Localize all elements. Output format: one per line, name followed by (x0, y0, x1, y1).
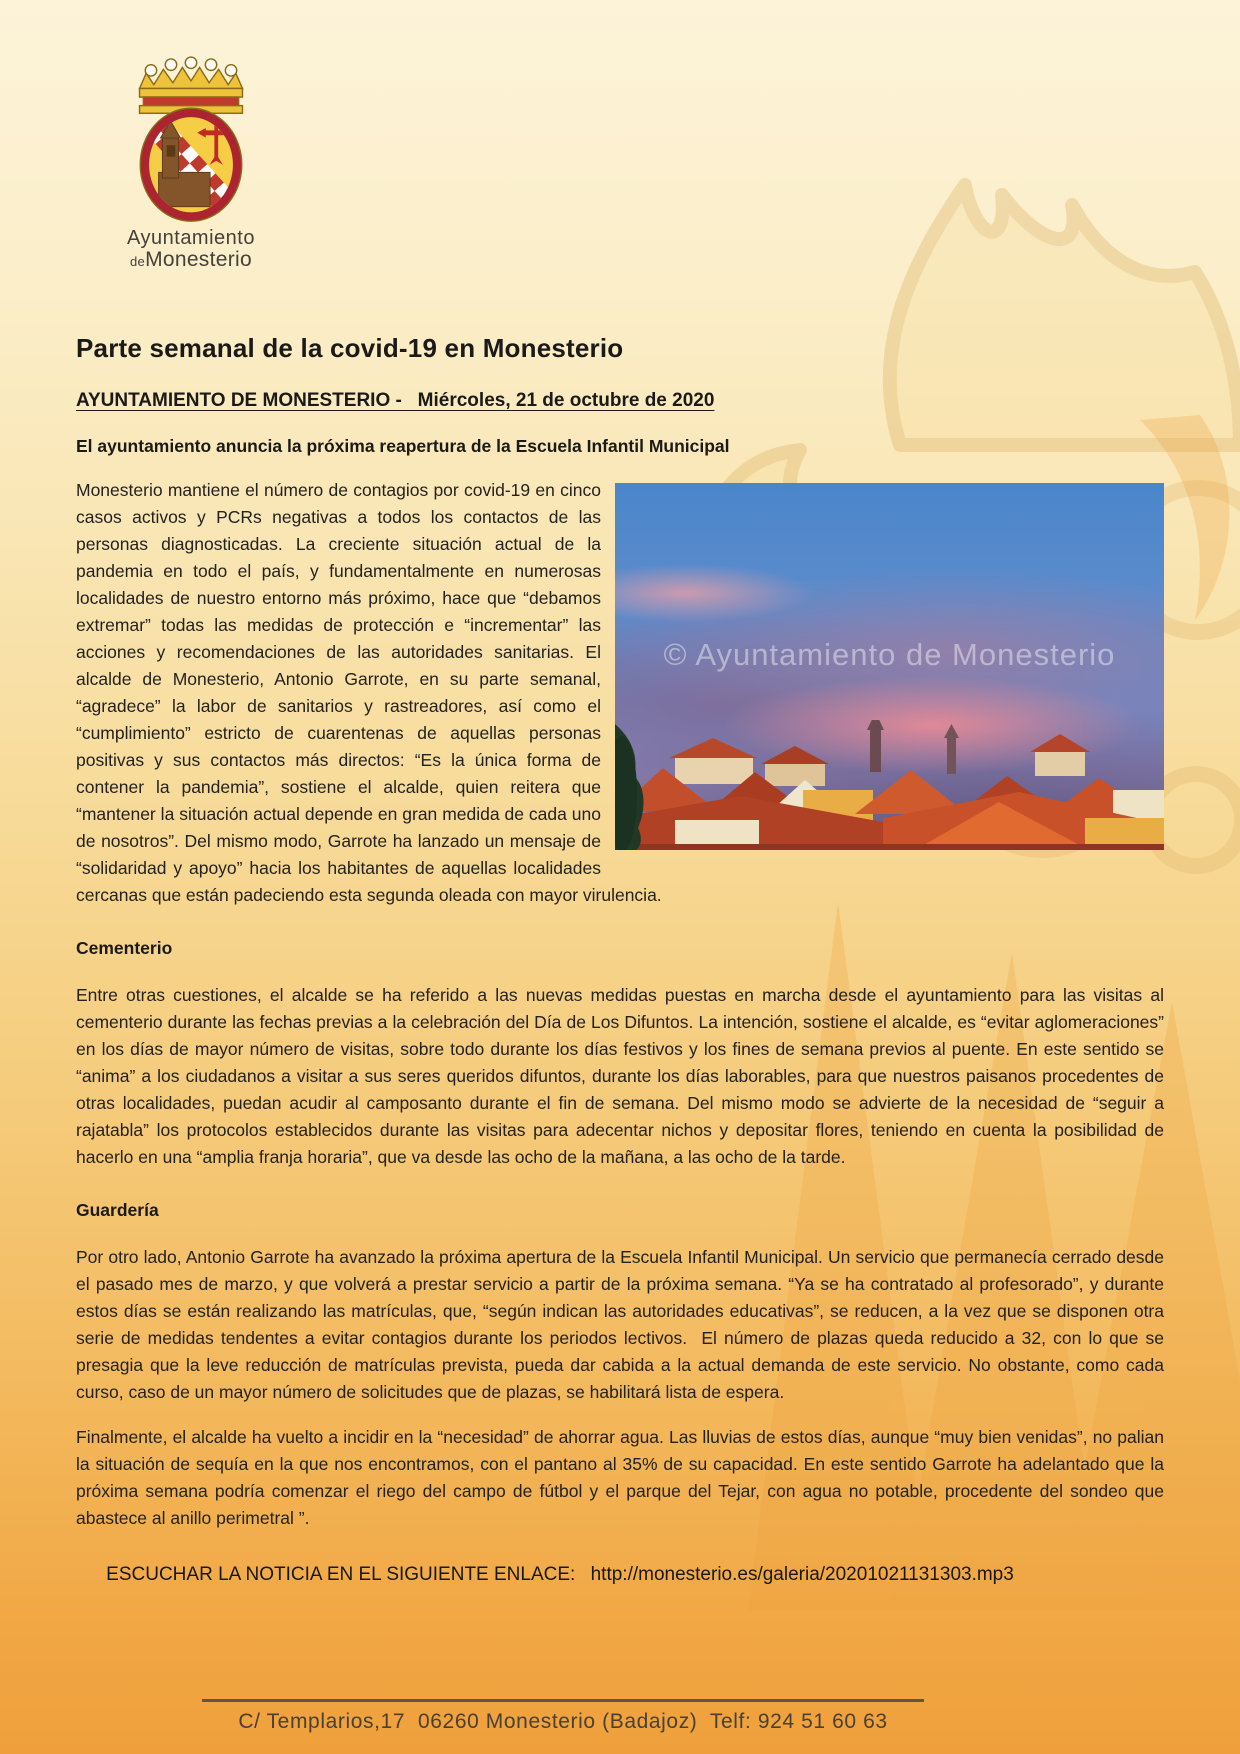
listen-label: ESCUCHAR LA NOTICIA EN EL SIGUIENTE ENLACE: (106, 1564, 576, 1586)
dateline: AYUNTAMIENTO DE MONESTERIO - Miércoles, 21 de octubre de 2020 (76, 390, 715, 412)
footer-address: C/ Templarios,17 06260 Monesterio (Badajoz) Telf: 924 51 60 63 (238, 1710, 888, 1733)
paragraph-final: Finalmente, el alcalde ha vuelto a incidir en la “necesidad” de ahorrar agua. Las lluvias de estos días, aunque “muy bien venidas”, no palian la situación de sequía en la que nos encontramos, con el pantano al 35% de su capacidad. En este sentido Garrote ha adelantado que la próxima semana podría comenzar el riego del campo de fútbol y el parque del Tejar, con agua no potable, procedente del sondeo que abastece al anillo perimetral ”. (76, 1427, 1164, 1529)
document-content (0, 54, 1240, 1586)
page-title: Parte semanal de la covid-19 en Monesterio (76, 333, 624, 364)
rooftops-illustration (615, 720, 1164, 850)
paragraph-cementerio: Entre otras cuestiones, el alcalde se ha referido a las nuevas medidas puestas en marcha desde el ayuntamiento para las visitas al cementerio durante las fechas previas a la celebración del Día de Los Difuntos. La intención, sostiene el alcalde, es “evitar aglomeraciones” en los días de mayor número de visitas, sobre todo durante los días festivos y los fines de semana previos al puente. En este sentido se “anima” a los ciudadanos a visitar a sus seres queridos difuntos, durante los días laborables, para que nuestros paisanos procedentes de otras localidades, puedan acudir al camposanto durante el fin de semana. Del mismo modo se advierte de la necesidad de “seguir a rajatabla” los protocolos establecidos durante las visitas para adecentar nichos y depositar flores, teniendo en cuenta la posibilidad de hacerlo en una “amplia franja horaria”, que va desde las ocho de la mañana, a las ocho de la tarde. (76, 985, 1164, 1168)
photo-watermark: © Ayuntamiento de Monesterio (663, 637, 1116, 673)
news-photo (615, 483, 1164, 850)
section-heading-cementerio: Cementerio (76, 938, 173, 959)
section-heading-guarderia: Guardería (76, 1200, 159, 1221)
listen-line (76, 1564, 1164, 1586)
article-body (76, 477, 1164, 1550)
footer-inner (202, 1699, 924, 1734)
audio-link[interactable]: http://monesterio.es/galeria/20201021131303.mp3 (590, 1564, 1014, 1586)
logo-caption (86, 228, 296, 271)
paragraph-guarderia: Por otro lado, Antonio Garrote ha avanzado la próxima apertura de la Escuela Infantil Municipal. Un servicio que permanecía cerrado desde el pasado mes de marzo, y que volverá a prestar servicio a partir de la próxima semana. “Ya se ha contratado al profesorado”, y durante estos días se están realizando las matrículas, que, “según indican las autoridades educativas”, se reducen, a la vez que se disponen otra serie de medidas tendentes a evitar contagios durante los periodos lectivos. El número de plazas queda reducido a 32, con lo que se presagia que la leve reducción de matrículas prevista, pueda dar cabida a la actual demanda de este servicio. No obstante, como cada curso, caso de un mayor número de solicitudes que de plazas, se habilitará lista de espera. (76, 1247, 1164, 1403)
logo-caption-name: Monesterio (145, 248, 252, 271)
logo-caption-line1: Ayuntamiento (127, 227, 255, 249)
coat-of-arms-icon (130, 54, 252, 224)
page-footer (0, 1699, 1240, 1734)
paragraph-intro: Monesterio mantiene el número de contagios por covid-19 en cinco casos activos y PCRs negativas a todos los contactos de las personas diagnosticadas. La creciente situación actual de la pandemia en todo el país, y fundamentalmente en numerosas localidades de nuestro entorno más próximo, hace que “debamos extremar” todas las medidas de protección e “incrementar” las acciones y recomendaciones de las autoridades sanitarias. El alcalde de Monesterio, Antonio Garrote, en su parte semanal, “agradece” la labor de sanitarios y rastreadores, así como el “cumplimiento” estricto de cuarentenas de aquellas personas positivas y sus contactos más directos: “Es la única forma de contener la pandemia”, sostiene el alcalde, quien reitera que “mantener la situación actual depende en gran medida de cada uno de nosotros”. Del mismo modo, Garrote ha lanzado un mensaje de “solidaridad y apoyo” hacia los habitantes de aquellas localidades cercanas que están padeciendo esta segunda oleada con mayor virulencia. (76, 480, 662, 906)
logo-caption-de: de (130, 254, 146, 269)
logo-block (86, 54, 296, 271)
logo-caption-line2 (86, 249, 296, 271)
headline: El ayuntamiento anuncia la próxima reapertura de la Escuela Infantil Municipal (76, 436, 730, 457)
footer-divider (202, 1699, 924, 1702)
